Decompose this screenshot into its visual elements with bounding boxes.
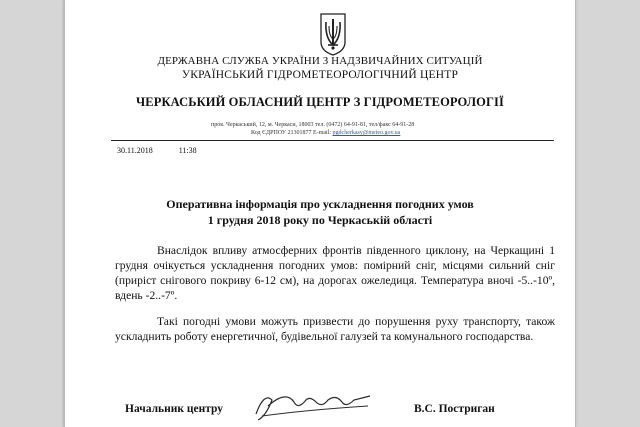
- email-link[interactable]: pgdcherkasy@meteo.gov.ua: [332, 130, 401, 136]
- date-time-line: [117, 146, 221, 155]
- paragraph-forecast: Внаслідок впливу атмосферних фронтів південного циклону, на Черкащині 1 грудня очікується ускладнення погодних умов: помірний сніг, місцями сильний сніг (приріст снігового покриву 6-12 см), на дорогах ожеледиця. Температура вночі -5..-10º, вдень -2..-7º.: [115, 244, 555, 302]
- address-line: пров. Черкаський, 12, м. Черкаси, 18003 тел. (0472) 64-91-81, тел/факс 64-91-28: [211, 122, 415, 128]
- signatory-position: Начальник центру: [125, 403, 223, 415]
- document-date: 30.11.2018: [117, 146, 153, 155]
- header-divider: [111, 140, 554, 141]
- document-title-line-2: 1 грудня 2018 року по Черкаській області: [207, 213, 433, 227]
- registry-code-line: [251, 130, 400, 136]
- document-title-line-1: Оперативна інформація про ускладнення погодних умов: [166, 197, 474, 211]
- regional-center-name: ЧЕРКАСЬКИЙ ОБЛАСНИЙ ЦЕНТР З ГІДРОМЕТЕОРОЛОГІЇ: [136, 95, 504, 109]
- handwritten-signature: [246, 386, 376, 424]
- paragraph-impact: Такі погодні умови можуть призвести до порушення руху транспорту, також ускладнить роботу енергетичної, будівельної галузей та комунального господарства.: [115, 315, 555, 343]
- trident-emblem-icon: [319, 12, 347, 56]
- viewer-background-left: [0, 0, 65, 427]
- document-time: 11:38: [178, 146, 197, 155]
- document-page: [65, 0, 575, 427]
- viewer-background-right: [575, 0, 640, 427]
- agency-line-2: УКРАЇНСЬКИЙ ГІДРОМЕТЕОРОЛОГІЧНИЙ ЦЕНТР: [181, 69, 459, 81]
- signatory-name: В.С. Постриган: [414, 403, 495, 415]
- registry-code-text: Код ЄДРПОУ 21301877 E-mail:: [251, 130, 333, 136]
- agency-line-1: ДЕРЖАВНА СЛУЖБА УКРАЇНИ З НАДЗВИЧАЙНИХ СИТУАЦІЙ: [157, 55, 483, 67]
